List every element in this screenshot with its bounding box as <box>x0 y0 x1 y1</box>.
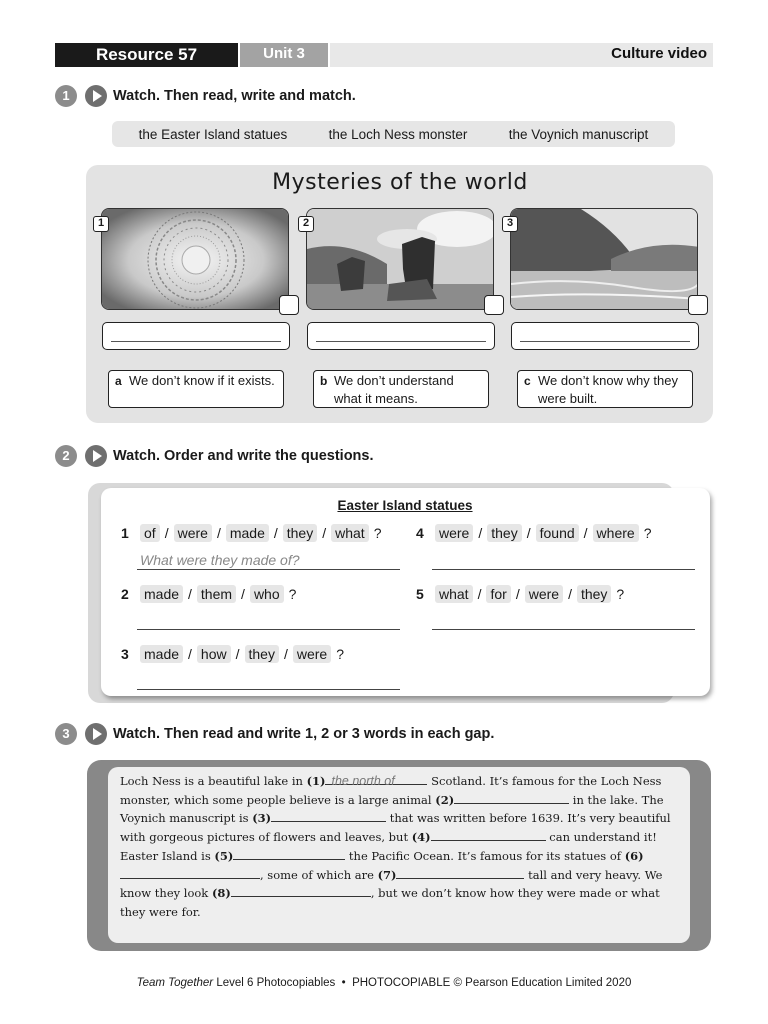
word-bank-item: the Loch Ness monster <box>328 126 468 142</box>
description-text: We don’t know if it exists. <box>129 373 275 388</box>
question-2: 2 made / them / who ? <box>121 586 297 602</box>
question-number: 4 <box>416 525 424 541</box>
footer-copyright: PHOTOCOPIABLE © Pearson Education Limited 2020 <box>352 977 632 989</box>
text-segment: Loch Ness is a beautiful lake in <box>120 774 303 788</box>
gap-number: (3) <box>252 811 272 826</box>
word-chip: made <box>140 645 183 663</box>
text-segment: Easter Island is <box>120 848 211 863</box>
word-bank <box>112 121 675 147</box>
gap-7-field[interactable] <box>396 866 524 879</box>
word-chip: where <box>593 524 639 542</box>
word-chip: were <box>293 645 331 663</box>
text-segment: , some of which are <box>260 867 374 882</box>
match-checkbox[interactable] <box>484 295 504 315</box>
match-checkbox[interactable] <box>688 295 708 315</box>
description-letter: a <box>115 374 122 388</box>
question-4: 4 were / they / found / where ? <box>416 525 652 541</box>
question-number: 5 <box>416 586 424 602</box>
resource-header <box>55 43 713 67</box>
description-card <box>313 370 489 408</box>
description-card <box>517 370 693 408</box>
photo-number: 2 <box>298 216 314 232</box>
word-chip: were <box>174 524 212 542</box>
write-answer-field[interactable] <box>307 322 495 350</box>
manuscript-circle-image <box>101 208 289 310</box>
gap-8-field[interactable] <box>231 884 371 897</box>
play-icon[interactable] <box>85 723 107 745</box>
section3-number: 3 <box>55 723 77 745</box>
word-chip: who <box>250 585 284 603</box>
question-number: 1 <box>121 525 129 541</box>
question-number: 2 <box>121 586 129 602</box>
mysteries-title: Mysteries of the world <box>272 170 528 195</box>
word-chip: they <box>577 585 611 603</box>
footer <box>0 977 768 989</box>
example-answer: What were they made of? <box>140 552 300 568</box>
gap-number: (7) <box>377 867 397 882</box>
gap-number: (2) <box>435 792 455 807</box>
footer-title: Team Together <box>136 977 214 989</box>
word-chip: how <box>197 645 231 663</box>
gap-1-field[interactable] <box>325 772 427 788</box>
gap-5-field[interactable] <box>233 847 345 860</box>
example-gap-answer: the north of <box>331 774 395 788</box>
photo-number: 3 <box>502 216 518 232</box>
text-segment: the Pacific Ocean. It’s famous for its statues of <box>348 848 622 863</box>
answer-line[interactable] <box>432 552 695 570</box>
word-chip: what <box>331 524 369 542</box>
question-1: 1 of / were / made / they / what ? <box>121 525 382 541</box>
write-answer-field[interactable] <box>511 322 699 350</box>
word-chip: they <box>245 645 279 663</box>
text-segment: can understand it! <box>549 830 657 845</box>
gap-number: (4) <box>411 830 431 845</box>
question-5: 5 what / for / were / they ? <box>416 586 625 602</box>
gap-2-field[interactable] <box>454 791 569 804</box>
section2-heading <box>55 444 374 468</box>
text-segment: , but we don’t know how they were made or what they were for. <box>120 886 660 919</box>
description-letter: b <box>320 374 328 388</box>
unit-label: Unit 3 <box>240 43 328 67</box>
section3-instruction: Watch. Then read and write 1, 2 or 3 words in each gap. <box>113 726 495 742</box>
word-chip: found <box>536 524 579 542</box>
word-bank-item: the Easter Island statues <box>138 126 288 142</box>
word-chip: made <box>140 585 183 603</box>
word-chip: were <box>525 585 563 603</box>
section2-number: 2 <box>55 445 77 467</box>
word-bank-item: the Voynich manuscript <box>508 126 649 142</box>
play-icon[interactable] <box>85 445 107 467</box>
gap-number: (6) <box>624 848 644 863</box>
text-segment: that was written before 1639. It’s very beautiful with gorgeous pictures of flowers and leaves, but <box>120 811 671 845</box>
word-chip: they <box>283 524 317 542</box>
play-icon[interactable] <box>85 85 107 107</box>
gap-number: (5) <box>214 848 234 863</box>
description-text: We don’t understand what it means. <box>334 373 454 406</box>
photo-number: 1 <box>93 216 109 232</box>
text-segment: in the lake. The Voynich manuscript is <box>120 792 664 826</box>
resource-label: Resource 57 <box>55 43 238 67</box>
answer-line[interactable] <box>432 612 695 630</box>
question-3: 3 made / how / they / were ? <box>121 646 345 662</box>
match-checkbox[interactable] <box>279 295 299 315</box>
gap-fill-text <box>120 772 680 922</box>
word-chip: for <box>486 585 510 603</box>
answer-line[interactable] <box>137 672 400 690</box>
section-label: Culture video <box>330 43 713 67</box>
description-card <box>108 370 284 408</box>
footer-dot: • <box>341 977 346 989</box>
gap-4-field[interactable] <box>431 828 546 841</box>
easter-island-statues-image <box>306 208 494 310</box>
section1-instruction: Watch. Then read, write and match. <box>113 88 356 104</box>
word-chip: of <box>140 524 160 542</box>
gap-number: (1) <box>306 774 326 788</box>
write-answer-field[interactable] <box>102 322 290 350</box>
gap-6-field[interactable] <box>120 866 260 879</box>
word-chip: what <box>435 585 473 603</box>
section2-instruction: Watch. Order and write the questions. <box>113 448 374 464</box>
footer-level: Level 6 Photocopiables <box>216 977 336 989</box>
word-chip: they <box>487 524 521 542</box>
answer-line[interactable] <box>137 612 400 630</box>
questions-title: Easter Island statues <box>337 498 473 513</box>
gap-3-field[interactable] <box>271 809 386 822</box>
question-number: 3 <box>121 646 129 662</box>
word-chip: them <box>197 585 236 603</box>
text-segment: Scotland. It’s famous for the Loch Ness monster, which some people believe is a large animal <box>120 774 662 807</box>
section1-heading <box>55 84 356 108</box>
section1-number: 1 <box>55 85 77 107</box>
gap-number: (8) <box>211 886 231 901</box>
description-letter: c <box>524 374 531 388</box>
word-chip: made <box>226 524 269 542</box>
text-segment: tall and very heavy. We know they look <box>120 867 663 901</box>
section3-heading <box>55 722 494 746</box>
word-chip: were <box>435 524 473 542</box>
loch-ness-lake-image <box>510 208 698 310</box>
description-text: We don’t know why they were built. <box>538 373 678 406</box>
